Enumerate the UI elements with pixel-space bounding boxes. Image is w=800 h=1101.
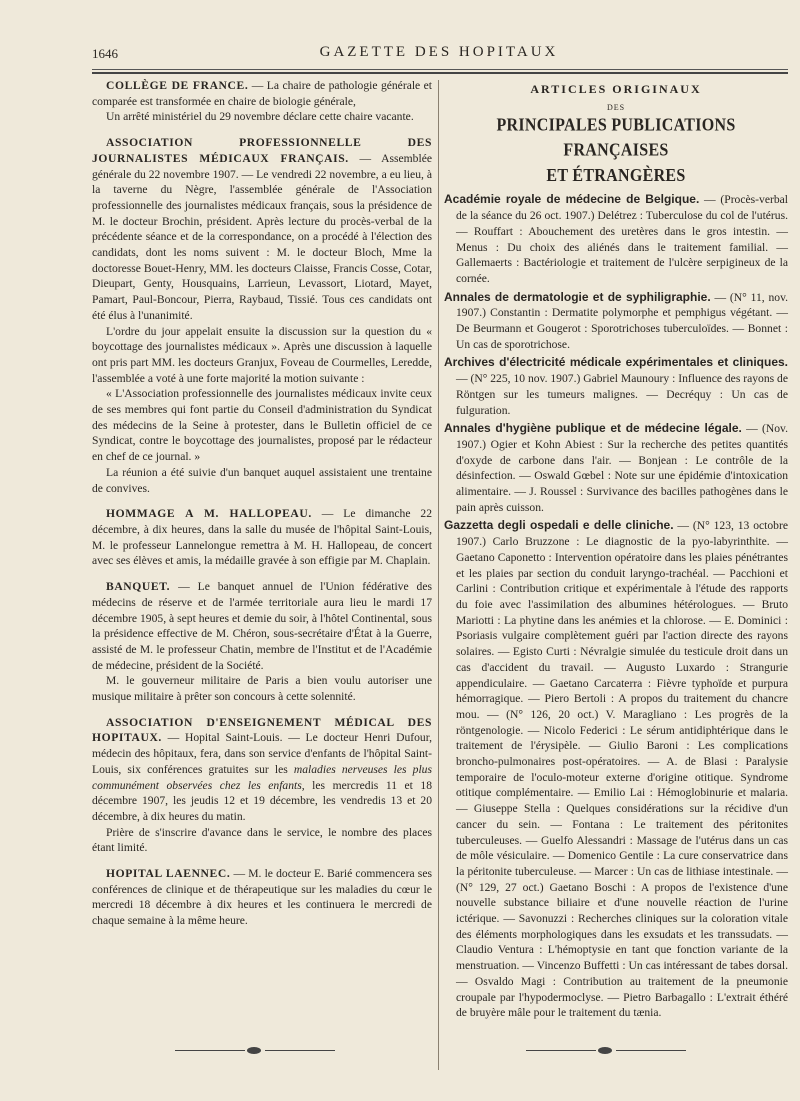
news-heading: ASSOCIATION D'ENSEIGNEMENT MÉDICAL DES HOPITAUX.: [92, 715, 432, 745]
section-heading: PRINCIPALES PUBLICATIONS FRANÇAISES ET ÉTRANGÈRES: [496, 115, 736, 186]
publication-entry: [444, 421, 788, 515]
news-heading: COLLÈGE DE FRANCE.: [106, 79, 249, 92]
publication-entries: [444, 192, 788, 1021]
entry-text: — (N° 123, 13 octobre 1907.) Carlo Bruzzone : Le diagnostic de la pyo-labyrinthite. — Gaetano Caponetto : Intervention opératoire dans les plaies pénétrantes et les plaies par section du conduit laryngo-trachéal. — Pacchioni et Carlini : Contribution critique et expérimentale à l'étude des rapports du foie avec l'assimilation des albumines hétérologues. — Bruto Mariotti : La phytine dans les anémies et la chlorose. — E. Dominici : Psoriasis vulgaire complètement guéri par l'action directe des rayons solaires. — Egisto Curti : Névralgie simulée du testicule droit dans un cas d'accident du travail. — Augusto Luxardo : Strangurie appendiculaire. — Gaetano Carcaterra : Fièvre typhoïde et purpura hémorragique. — Piero Bertoli : A propos du traitement du chancre mou. — (N° 126, 20 oct.) V. Maragliano : Les progrès de la röntgenologie. — Nicolo Federici : Le sérum antidiphtérique dans le traitement de l'érysipèle. — Giulio Baroni : Les complications broncho-pulmonaires post-opératoires. — A. de Blasi : Paralysie temporaire de l'oculo-moteur externe d'origine otitique. Syndrome otitique complémentaire. — Emilio Lai : Hémoglobinurie et malaria. — Giuseppe Stella : Quelques considérations sur la récidive d'un cancer du sein. — Fontana : Le traitement des péritonites tuberculeuses. — Guelfo Alessandri : Massage de l'utérus dans un cas de môle vésiculaire. — Domenico Gentile : La cure conservatrice dans la péritonite tuberculeuse. — Marcer : Un cas de lithiase intestinale. — (N° 129, 27 oct.) Gaetano Boschi : A propos de l'existence d'une nouvelle substance biliaire et d'une nouvelle réaction de l'urine ictérique. — Savonuzzi : Recherches cliniques sur la coloration vitale des éléments morphologiques dans les exsudats et les transsudats. — Claudio Ventura : L'hémoptysie en tant que fonction variante de la menstruation. — Vincenzo Buffetti : Un cas intéressant de tabes dorsal. — Osvaldo Magi : Contribution au traitement de la pneumonie croupale par l'hypodermoclyse. — Pietro Barbagallo : L'extrait éthéré de bruyère mâle pour le traitement du tænia.: [456, 519, 788, 1020]
news-heading: HOMMAGE A M. HALLOPEAU.: [106, 507, 312, 521]
entry-text: — (N° 225, 10 nov. 1907.) Gabriel Maunoury : Influence des rayons de Röntgen sur les tumeurs malignes. — Decréquy : Un cas de fulguration.: [456, 372, 788, 417]
left-column: [92, 78, 432, 939]
news-college: COLLÈGE DE FRANCE. — La chaire de pathologie générale et comparée est transformée en chaire de biologie générale, Un arrêté ministériel du 29 novembre déclare cette chaire vacante.: [92, 79, 433, 124]
header-rule-thick: [92, 72, 788, 74]
section-des: DES: [606, 102, 626, 112]
journal-title: GAZETTE DES HOPITAUX: [319, 44, 559, 60]
publication-entry: [444, 518, 788, 1021]
journal-name: Annales d'hygiène publique et de médecine légale.: [444, 421, 742, 436]
section-title: ARTICLES ORIGINAUX: [530, 82, 702, 96]
right-column: [444, 78, 788, 1024]
column-divider: [438, 80, 439, 1070]
news-banquet: BANQUET. — Le banquet annuel de l'Union fédérative des médecins de réserve et de l'armée territoriale aura lieu le mardi 17 décembre 1905, à sept heures et demie du soir, à l'hôtel Continental, sous la présidence effective de M. Chéron, sous-secrétaire d'État à la Guerre, assisté de M. le professeur Chatin, membre de l'Institut et de l'Académie de médecine, président de la Société. M. le gouverneur militaire de Paris a bien voulu autoriser une musique militaire à prêter son concours à cette solennité.: [92, 580, 432, 704]
page-header: [88, 44, 790, 64]
entry-text: — (N° 11, nov. 1907.) Constantin : Dermatite polymorphe et pemphigus végétant. — De Beurmann et Gougerot : Sporotrichoses tuberculoïdes. — Bonnet : Un cas de sporotrichose.: [456, 290, 789, 351]
news-heading: BANQUET.: [106, 580, 171, 594]
page-number: 1646: [92, 46, 118, 61]
publication-entry: [444, 192, 788, 286]
journal-name: Académie royale de médecine de Belgique.: [444, 192, 700, 207]
news-association: ASSOCIATION PROFESSIONNELLE DES JOURNALISTES MÉDICAUX FRANÇAIS. — Assemblée générale du 22 novembre 1907. — Le vendredi 22 novembre, a eu lieu, à la taverne du Nègre, l'assemblée générale de l'Association professionnelle des journalistes médicaux français, sous la présidence de M. le docteur Brochin, président. Après lecture du procès-verbal de la précédente séance et de la correspondance, on a procédé à l'élection des candidats, dont les noms suivent : M. le docteur Bloch, Mme la doctoresse Bouet-Henry, MM. les docteurs Claisse, Francis Cosse, Cotar, Dieupart, Genty, Housquains, Larrieun, Levassort, Liotard, Mayet, Pamart, Paul-Boncour, Pierra, Raybaud, Tissié. Tous ces candidats ont été élus à l'unanimité. L'ordre du jour appelait ensuite la discussion sur la question du « boycottage des journalistes médicaux ». Après une discussion à laquelle ont pris part MM. les docteurs Granjux, Foveau de Courmelles, Leredde, l'assemblée a voté à une forte majorité la motion suivante : « L'Association professionnelle des journalistes médicaux invite ceux de ses membres qui font partie du Conseil d'administration du Syndicat des médecins de la Seine à protester, dans le Bulletin officiel de ce Syndicat, contre le boycottage des journalistes, proposé par le rédacteur en chef de ce journal. » La réunion a été suivie d'un banquet auquel assistaient une trentaine de convives.: [92, 136, 432, 495]
journal-name: Gazzetta degli ospedali e delle cliniche.: [444, 518, 674, 533]
news-laennec: HOPITAL LAENNEC. — M. le docteur E. Barié commencera ses conférences de clinique et de thérapeutique sur les maladies du cœur le mercredi 18 décembre à dix heures et les continuera le mercredi de chaque semaine à la même heure.: [92, 867, 432, 928]
entry-text: — (Procès-verbal de la séance du 26 oct. 1907.) Delétrez : Tuberculose du col de l'utérus. — Rouffart : Abouchement des uretères dans le gros intestin. — Menus : Du choix des aliénés dans le traitement familial. — Gallemaerts : Bactériologie et traitement de l'ulcère serpigineux de la cornée.: [456, 193, 788, 285]
divider-ornament: [526, 1047, 686, 1055]
publication-entry: [444, 355, 788, 418]
entry-text: — (Nov. 1907.) Ogier et Kohn Abiest : Sur la recherche des petites quantités d'oxyde de carbone dans l'air. — Bonjean : Le contrôle de la désinfection. — Oswald Gœbel : Note sur une épidémie d'intoxication alimentaire. — J. Roussel : Survivance des bacilles pathogènes dans le pain après cuisson.: [456, 422, 788, 514]
publication-entry: [444, 290, 788, 353]
news-heading: ASSOCIATION PROFESSIONNELLE DES JOURNALISTES MÉDICAUX FRANÇAIS.: [92, 136, 432, 165]
journal-name: Archives d'électricité médicale expérimentales et cliniques.: [444, 355, 788, 370]
news-enseignement: ASSOCIATION D'ENSEIGNEMENT MÉDICAL DES HOPITAUX. — Hopital Saint-Louis. — Le docteur Henri Dufour, médecin des hôpitaux, fera, dans son service d'enfants de l'hôpital Saint-Louis, six conférences gratuites sur les maladies nerveuses les plus communément observées chez les enfants, les mercredis 11 et 18 décembre 1907, les jeudis 12 et 19 décembre, les vendredis 13 et 20 décembre, à dix heures du matin. Prière de s'inscrire d'avance dans le service, le nombre des places étant limité.: [92, 715, 433, 855]
header-rule: [92, 69, 788, 70]
journal-name: Annales de dermatologie et de syphiligraphie.: [444, 289, 711, 304]
news-heading: HOPITAL LAENNEC.: [106, 867, 231, 881]
news-hommage: HOMMAGE A M. HALLOPEAU. — Le dimanche 22 décembre, à dix heures, dans la salle du musée de l'hôpital Saint-Louis, M. le professeur Lannelongue remettra à M. H. Hallopeau, de concert avec ses élèves et amis, la médaille gravée à son effigie par M. Chaplain.: [92, 507, 432, 568]
divider-ornament: [175, 1047, 335, 1055]
